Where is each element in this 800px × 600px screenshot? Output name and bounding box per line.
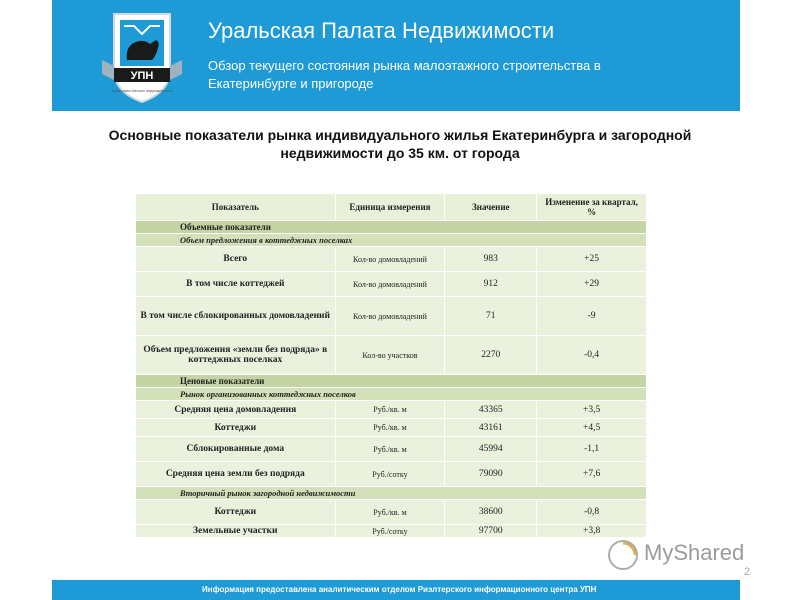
watermark — [606, 538, 766, 574]
row-unit: Руб./сотку — [335, 525, 445, 538]
section-label: Ценовые показатели — [136, 375, 647, 388]
row-value: 43365 — [445, 401, 537, 419]
watermark-text: MyShared — [644, 540, 745, 565]
column-header: Изменение за квартал, % — [537, 194, 647, 221]
row-label: Сблокированные дома — [136, 437, 336, 462]
row-unit: Кол-во домовладений — [335, 297, 445, 336]
header-banner — [52, 0, 740, 111]
table-row — [136, 437, 647, 462]
row-value: 97700 — [445, 525, 537, 538]
row-unit: Руб./кв. м — [335, 419, 445, 437]
subsection-label: Вторичный рынок загородной недвижимости — [136, 487, 647, 500]
table-row — [136, 272, 647, 297]
table-row — [136, 419, 647, 437]
row-label: Средняя цена домовладения — [136, 401, 336, 419]
row-label: Всего — [136, 247, 336, 272]
row-label: Земельные участки — [136, 525, 336, 538]
row-value: 79090 — [445, 462, 537, 487]
watermark-icon — [606, 538, 640, 572]
subsection-label: Объем предложения в коттеджных поселках — [136, 234, 647, 247]
row-value: 912 — [445, 272, 537, 297]
upn-logo — [94, 8, 190, 104]
table-row — [136, 401, 647, 419]
row-value: 71 — [445, 297, 537, 336]
row-unit: Руб./сотку — [335, 462, 445, 487]
column-header: Значение — [445, 194, 537, 221]
page-number: 2 — [744, 566, 751, 578]
logo-text: УПН — [130, 70, 154, 82]
section-row — [136, 375, 647, 388]
row-change: -0,8 — [537, 500, 647, 525]
row-change: +7,6 — [537, 462, 647, 487]
row-change: +29 — [537, 272, 647, 297]
row-value: 43161 — [445, 419, 537, 437]
row-label: Коттеджи — [136, 419, 336, 437]
row-unit: Кол-во домовладений — [335, 272, 445, 297]
header-title: Уральская Палата Недвижимости — [208, 18, 555, 43]
row-change: +3,8 — [537, 525, 647, 538]
row-value: 45994 — [445, 437, 537, 462]
footer-text: Информация предоставлена аналитическим отделом Риэлтерского информационного центра УПН — [202, 585, 597, 594]
row-change: -1,1 — [537, 437, 647, 462]
table-row — [136, 500, 647, 525]
table-row — [136, 525, 647, 538]
row-label: В том числе сблокированных домовладений — [136, 297, 336, 336]
table-row — [136, 247, 647, 272]
row-unit: Руб./кв. м — [335, 401, 445, 419]
subsection-row — [136, 388, 647, 401]
document-title: Основные показатели рынка индивидуального жилья Екатеринбурга и загородной недвижимости до 35 км. от города — [108, 127, 692, 161]
footer-bar — [52, 580, 740, 600]
column-header: Показатель — [136, 194, 336, 221]
row-unit: Кол-во домовладений — [335, 247, 445, 272]
row-unit: Руб./кв. м — [335, 500, 445, 525]
row-label: Объем предложения «земли без подряда» в коттеджных поселках — [136, 336, 336, 375]
row-value: 983 — [445, 247, 537, 272]
table-row — [136, 336, 647, 375]
logo-arc-text: Уральская палата недвижимости — [111, 88, 173, 93]
header-subtitle: Обзор текущего состояния рынка малоэтажного строительства в Екатеринбурге и пригороде — [208, 58, 601, 91]
table-header-row — [136, 194, 647, 221]
row-value: 38600 — [445, 500, 537, 525]
row-unit: Кол-во участков — [335, 336, 445, 375]
subsection-row — [136, 487, 647, 500]
row-change: -0,4 — [537, 336, 647, 375]
row-change: +25 — [537, 247, 647, 272]
subsection-label: Рынок организованных коттеджных поселков — [136, 388, 647, 401]
table-row — [136, 462, 647, 487]
row-label: Средняя цена земли без подряда — [136, 462, 336, 487]
row-label: Коттеджи — [136, 500, 336, 525]
section-label: Объемные показатели — [136, 221, 647, 234]
row-change: -9 — [537, 297, 647, 336]
section-row — [136, 221, 647, 234]
table-row — [136, 297, 647, 336]
subsection-row — [136, 234, 647, 247]
row-label: В том числе коттеджей — [136, 272, 336, 297]
row-value: 2270 — [445, 336, 537, 375]
row-unit: Руб./кв. м — [335, 437, 445, 462]
row-change: +3,5 — [537, 401, 647, 419]
row-change: +4,5 — [537, 419, 647, 437]
indicators-table — [135, 193, 647, 538]
column-header: Единица измерения — [335, 194, 445, 221]
